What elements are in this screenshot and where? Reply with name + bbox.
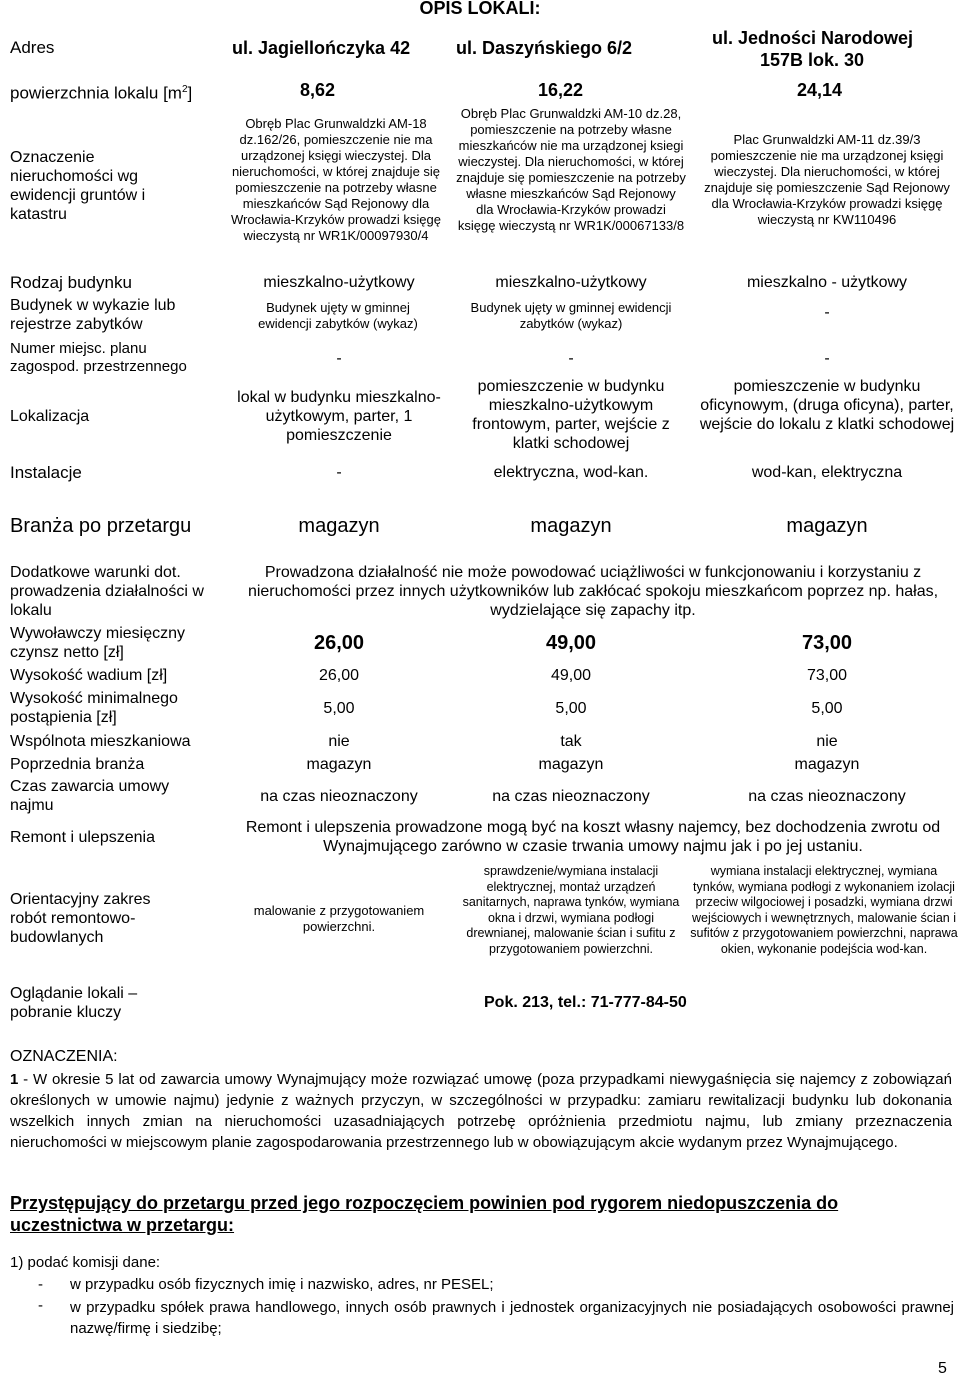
area-label: powierzchnia lokalu $[m^2]$ (10, 83, 193, 103)
lease-time-col2: na czas nieoznaczony (492, 788, 650, 805)
industry-label: Branża po przetargu (10, 515, 192, 537)
address-label: Adres (10, 38, 55, 57)
rent-col2: 49,00 (545, 632, 597, 654)
area-col3: 24,14 (797, 80, 843, 100)
lease-time-col3: na czas nieoznaczony (748, 788, 906, 805)
participants-dash2-marker: - (38, 1297, 43, 1314)
installations-col2: elektryczna, wod-kan. (493, 464, 649, 481)
installations-label: Instalacje (10, 463, 82, 482)
monuments-label: Budynek w wykazie lub rejestrze zabytków (10, 297, 176, 333)
industry-col3: magazyn (786, 515, 868, 537)
plan-label: Numer miejsc. planu zagospod. przestrzennego (10, 340, 187, 375)
plan-col3: - (824, 350, 830, 367)
deposit-col2: 49,00 (550, 667, 592, 684)
rent-col1: 26,00 (313, 632, 365, 654)
previous-col1: magazyn (306, 756, 372, 773)
renovation-text: Remont i ulepszenia prowadzone mogą być na koszt własny najemcy, bez dochodzenia zwrotu od Wynajmującego zarówno w czasie trwania umowy najmu jak i po jej ustaniu. (245, 819, 941, 855)
min-bid-label: Wysokość minimalnego postąpienia [zł] (10, 690, 178, 726)
cadastre-col2: Obręb Plac Grunwaldzki AM-10 dz.28, pomieszczenie na potrzeby własne mieszkańców nie ma urządzonej ksiegi wieczystej. Dla nieruchomości, w której znajduje się pomieszczenie na potrzeby własne mieszkańców Sąd Rejonowy dla Wrocławia-Krzyków prowadzi księgę wieczystą nr WR1K/00067133/8 (456, 106, 686, 233)
installations-col3: wod-kan, elektryczna (751, 464, 903, 481)
deposit-col1: 26,00 (318, 667, 360, 684)
conditions-text: Prowadzona działalność nie może powodować uciążliwości w funkcjonowaniu i korzystaniu z nieruchomości przez innych użytkowników lub zakłócać spokoju mieszkańcom poprzez np. hałas, wydzielające się zapachy itp. (247, 564, 939, 619)
deposit-label: Wysokość wadium [zł] (10, 667, 168, 684)
cadastre-col1: Obręb Plac Grunwaldzki AM-18 dz.162/26, pomieszczenie nie ma urządzonej księgi wieczystej. Dla nieruchomości, w której znajduje się pomieszczenie na potrzeby własne mieszkańców Sąd Rejonowy dla Wrocławia-Krzyków prowadzi księgę wieczystą nr WR1K/00097930/4 (231, 116, 441, 243)
page-number: 5 (938, 1360, 947, 1377)
participants-dash1: w przypadku osób fizycznych imię i nazwisko, adres, nr PESEL; (70, 1276, 494, 1293)
monuments-col3: - (824, 304, 830, 321)
address-col3a: ul. Jedności Narodowej (712, 28, 914, 48)
building-type-col3: mieszkalno - użytkowy (746, 274, 908, 291)
previous-col3: magazyn (794, 756, 860, 773)
page-heading: OPIS LOKALI: (419, 0, 541, 18)
plan-col2: - (568, 350, 574, 367)
viewing-label: Oglądanie lokali – pobranie kluczy (10, 985, 138, 1021)
installations-col1: - (336, 464, 342, 481)
min-bid-col3: 5,00 (811, 700, 843, 717)
previous-label: Poprzednia branża (10, 756, 145, 773)
location-label: Lokalizacja (10, 408, 90, 425)
conditions-label: Dodatkowe warunki dot. prowadzenia działalności w lokalu (10, 564, 204, 619)
industry-col2: magazyn (530, 515, 612, 537)
address-col2: ul. Daszyńskiego 6/2 (456, 38, 633, 58)
min-bid-col2: 5,00 (555, 700, 587, 717)
participants-title: Przystępujący do przetargu przed jego rozpoczęciem powinien pod rygorem niedopuszczenia do uczestnictwa w przetargu: (10, 1193, 839, 1235)
address-col3b: 157B lok. 30 (760, 50, 865, 70)
works-label: Orientacyjny zakres robót remontowo-budowlanych (10, 891, 151, 946)
building-type-col2: mieszkalno-użytkowy (495, 274, 647, 291)
previous-col2: magazyn (538, 756, 604, 773)
industry-col1: magazyn (298, 515, 380, 537)
community-col3: nie (816, 733, 838, 750)
building-type-col1: mieszkalno-użytkowy (263, 274, 415, 291)
monuments-col1: Budynek ujęty w gminnej ewidencji zabytków (wykaz) (258, 300, 418, 331)
participants-dash1-marker: - (38, 1276, 43, 1293)
works-col1: malowanie z przygotowaniem powierzchni. (253, 903, 425, 934)
works-col2: sprawdzenie/wymiana instalacji elektrycznej, montaż urządzeń sanitarnych, naprawa tynków, wymiana okna i drzwi, wymiana podłogi drewnianej, malowanie ścian i sufitu z przygotowaniem powierzchni. (462, 864, 680, 956)
monuments-col2: Budynek ujęty w gminnej ewidencji zabytków (wykaz) (470, 300, 672, 331)
plan-col1: - (336, 350, 342, 367)
lease-time-label: Czas zawarcia umowy najmu (10, 778, 170, 814)
min-bid-col1: 5,00 (323, 700, 355, 717)
location-col1: lokal w budynku mieszkalno-użytkowym, parter, 1 pomieszczenie (237, 389, 441, 444)
rent-col3: 73,00 (801, 632, 853, 654)
community-col2: tak (560, 733, 582, 750)
location-col3: pomieszczenie w budynku oficynowym, (druga oficyna), parter, wejście do lokalu z klatki schodowej (699, 378, 955, 433)
lease-time-col1: na czas nieoznaczony (260, 788, 418, 805)
location-col2: pomieszczenie w budynku mieszkalno-użytkowym frontowym, parter, wejście z klatki schodowej (472, 378, 670, 452)
notes-text: 1 - W okresie 5 lat od zawarcia umowy Wynajmujący może rozwiązać umowę (poza przypadkami niewygaśnięcia się najemcy z zobowiązań określonych w umowie najmu) jedynie z ważnych przyczyn, w szczególności w przypadku: zamiaru rewitalizacji budynku lub dokonania wszelkich innych zmian na nieruchomości uzasadniających potrzebę opróżnienia przedmiotu najmu, lub zmiany przeznaczenia nieruchomości w miejscowym planie zagospodarowania przestrzennego lub w obowiązującym akcie wydanym przez Wynajmującego. (10, 1071, 952, 1151)
area-col2: 16,22 (538, 80, 584, 100)
participants-item1: 1) podać komisji dane: (10, 1254, 161, 1271)
cadastre-col3: Plac Grunwaldzki AM-11 dz.39/3 pomieszczenie nie ma urządzonej księgi wieczystej. Dla nieruchomości, w której znajduje się pomieszczenie Sąd Rejonowy dla Wrocławia-Krzyków prowadzi księgę wieczystą nr KW110496 (704, 132, 950, 227)
address-col1: ul. Jagiellończyka 42 (232, 38, 411, 58)
community-label: Wspólnota mieszkaniowa (10, 733, 191, 750)
building-type-label: Rodzaj budynku (10, 273, 132, 292)
participants-dash2: w przypadku spółek prawa handlowego, innych osób prawnych i jednostek organizacyjnych nie posiadających osobowości prawnej nazwę/firmę i siedzibę; (70, 1299, 954, 1337)
rent-label: Wywoławczy miesięczny czynsz netto [zł] (10, 625, 185, 661)
notes-title: OZNACZENIA: (10, 1048, 118, 1065)
renovation-label: Remont i ulepszenia (10, 829, 155, 846)
works-col3: wymiana instalacji elektrycznej, wymiana tynków, wymiana podłogi z wykonaniem izolacji przeciw wilgociowej i posadzki, wymiana drzwi wejściowych i wewnętrznych, malowanie ścian i sufitów z przygotowaniem powierzchni, naprawa okien, wykonanie podejścia wod-kan. (690, 864, 958, 956)
area-col1: 8,62 (300, 80, 336, 100)
cadastre-label: Oznaczenie nieruchomości wg ewidencji gruntów i katastru (10, 149, 146, 223)
deposit-col3: 73,00 (806, 667, 848, 684)
viewing-text: Pok. 213, tel.: 71-777-84-50 (484, 994, 687, 1011)
community-col1: nie (328, 733, 350, 750)
